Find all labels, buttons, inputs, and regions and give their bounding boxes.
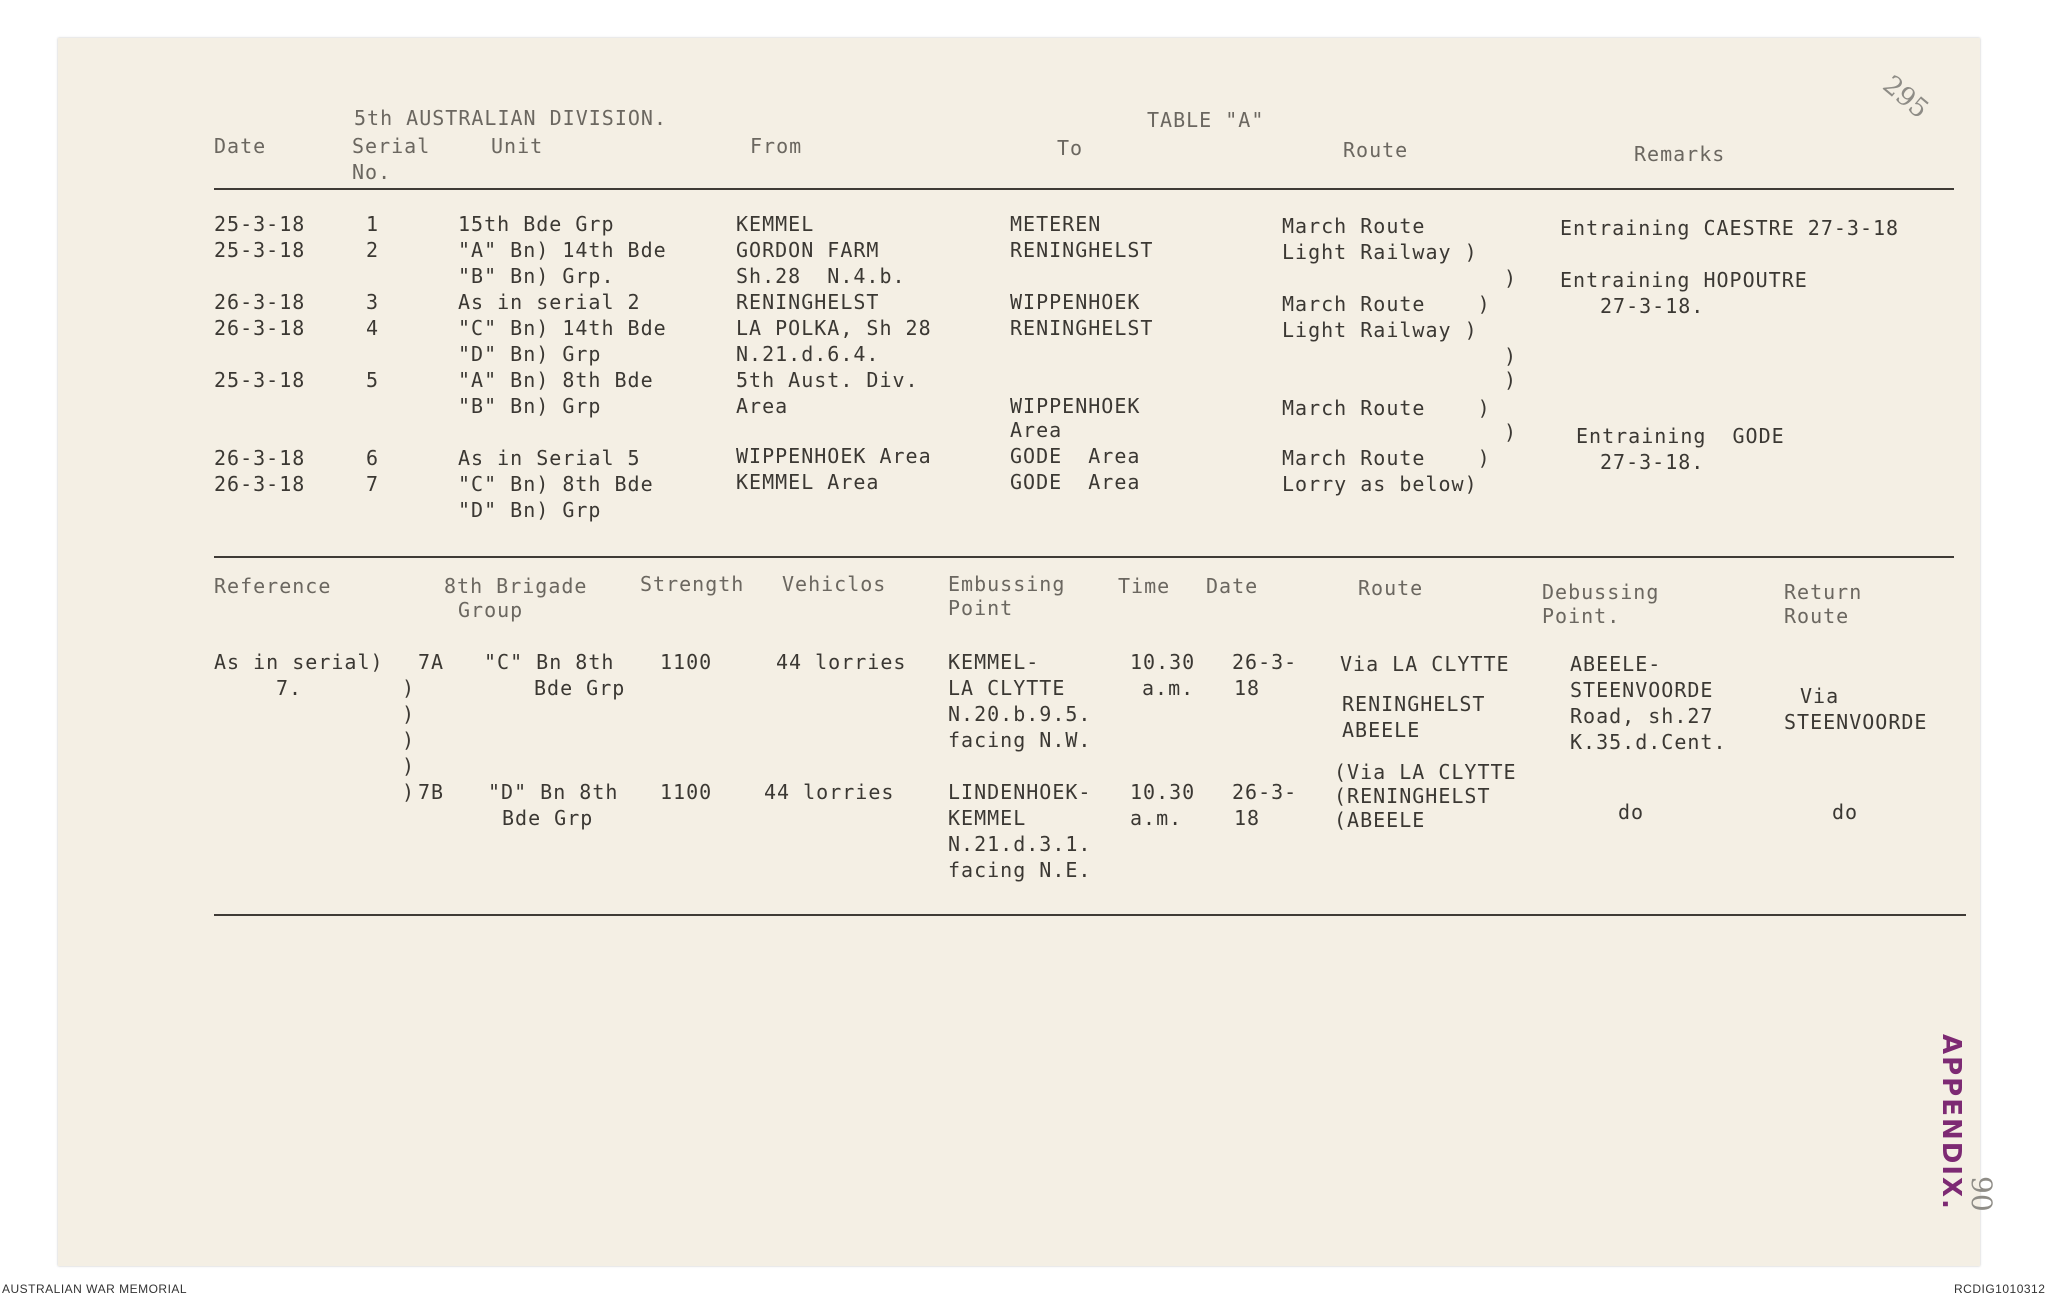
table-row-unit: As in Serial 5 (458, 446, 641, 470)
reference-text: As in serial) (214, 650, 384, 674)
table-row-to: WIPPENHOEK (1010, 290, 1141, 314)
table-row-route: RENINGHELST (1342, 692, 1486, 716)
header-rule (214, 188, 1954, 190)
bottom-rule (214, 914, 1966, 916)
table-row-strength: 1100 (660, 650, 713, 674)
table-row-return: do (1832, 800, 1859, 824)
table-row-from-line2: Area (736, 394, 789, 418)
table-row-return: Via (1800, 684, 1840, 708)
table-row-to: WIPPENHOEK (1010, 394, 1141, 418)
remark: 27-3-18. (1600, 450, 1705, 474)
reference-bracket: ) (402, 780, 416, 804)
table-row-time-line2: a.m. (1142, 676, 1195, 700)
table-row-route: (Via LA CLYTTE (1334, 760, 1517, 784)
appendix-number: 90 (1965, 1176, 1998, 1212)
table-row-return: STEENVOORDE (1784, 710, 1928, 734)
header-debussing-line2: Point. (1542, 604, 1621, 628)
header-debussing: Debussing (1542, 580, 1660, 604)
table-row-serial: 5 (366, 368, 380, 392)
table-row-route: (ABEELE (1334, 808, 1426, 832)
section-rule (214, 556, 1954, 558)
table-row-serial: 6 (366, 446, 380, 470)
table-row-route: ABEELE (1342, 718, 1421, 742)
table-row-serial: 1 (366, 212, 380, 236)
table-row-from: RENINGHELST (736, 290, 880, 314)
header-date: Date (214, 134, 267, 158)
table-row-strength: 1100 (660, 780, 713, 804)
table-row-time: 10.30 (1130, 780, 1196, 804)
table-row-route: Lorry as below) (1282, 472, 1478, 496)
table-row-embussing: LA CLYTTE (948, 676, 1066, 700)
table-label: TABLE "A" (1147, 108, 1265, 132)
header-remarks: Remarks (1634, 142, 1726, 166)
table-row-embussing: KEMMEL- (948, 650, 1040, 674)
table-row-to: METEREN (1010, 212, 1102, 236)
table-row-unit-line2: "D" Bn) Grp (458, 342, 602, 366)
table-row-vehicles: 44 lorries (776, 650, 907, 674)
reference-bracket: ) (402, 728, 416, 752)
header-route-b: Route (1358, 576, 1424, 600)
table-row-serial: 3 (366, 290, 380, 314)
table-row-embussing: facing N.W. (948, 728, 1092, 752)
remark: Entraining HOPOUTRE (1560, 268, 1808, 292)
route-bracket: ) (1504, 266, 1518, 290)
table-row-from: LA POLKA, Sh 28 (736, 316, 932, 340)
table-row-date: 25-3-18 (214, 368, 306, 392)
table-row-vehicles: 44 lorries (764, 780, 895, 804)
table-row-unit: "C" Bn) 8th Bde (458, 472, 654, 496)
header-time: Time (1118, 574, 1171, 598)
route-bracket: ) (1504, 368, 1518, 392)
table-row-to: GODE Area (1010, 470, 1141, 494)
header-return: Return (1784, 580, 1863, 604)
header-from: From (750, 134, 803, 158)
table-row-date-line2: 18 (1234, 806, 1261, 830)
header-group-line2: Group (458, 598, 524, 622)
table-row-embussing: N.21.d.3.1. (948, 832, 1092, 856)
header-serial-no: No. (352, 160, 392, 184)
header-strength: Strength (640, 572, 745, 596)
header-to: To (1057, 136, 1084, 160)
table-row-embussing: facing N.E. (948, 858, 1092, 882)
division-title: 5th AUSTRALIAN DIVISION. (354, 106, 667, 130)
header-serial: Serial (352, 134, 431, 158)
header-unit: Unit (491, 134, 544, 158)
table-row-embussing: LINDENHOEK- (948, 780, 1092, 804)
table-row-serial: 7A (418, 650, 445, 674)
table-row-unit: As in serial 2 (458, 290, 641, 314)
table-row-unit-line2: "D" Bn) Grp (458, 498, 602, 522)
table-row-date: 26-3- (1232, 780, 1298, 804)
header-embussing-line2: Point (948, 596, 1014, 620)
header-return-line2: Route (1784, 604, 1850, 628)
reference-bracket: ) (402, 676, 416, 700)
table-row-to-line2: Area (1010, 418, 1063, 442)
header-route: Route (1343, 138, 1409, 162)
table-row-debussing: K.35.d.Cent. (1570, 730, 1727, 754)
table-row-group: "C" Bn 8th (484, 650, 615, 674)
table-row-group-line2: Bde Grp (534, 676, 626, 700)
table-row-serial: 7 (366, 472, 380, 496)
table-row-debussing: ABEELE- (1570, 652, 1662, 676)
header-embussing: Embussing (948, 572, 1066, 596)
table-row-unit: "A" Bn) 14th Bde (458, 238, 667, 262)
table-row-from: KEMMEL (736, 212, 815, 236)
table-row-from: WIPPENHOEK Area (736, 444, 932, 468)
table-row-date: 25-3-18 (214, 238, 306, 262)
reference-bracket: ) (402, 754, 416, 778)
remark: Entraining GODE (1576, 424, 1785, 448)
table-row-to: GODE Area (1010, 444, 1141, 468)
table-row-route: March Route ) (1282, 292, 1491, 316)
table-row-route: March Route ) (1282, 396, 1491, 420)
header-date-b: Date (1206, 574, 1259, 598)
table-row-unit: "A" Bn) 8th Bde (458, 368, 654, 392)
table-row-group-line2: Bde Grp (502, 806, 594, 830)
remark: 27-3-18. (1600, 294, 1705, 318)
table-row-time-line2: a.m. (1130, 806, 1183, 830)
table-row-serial: 7B (418, 780, 445, 804)
table-row-serial: 2 (366, 238, 380, 262)
footer-identifier: RCDIG1010312 (1954, 1282, 2046, 1296)
table-row-route: Light Railway ) (1282, 240, 1478, 264)
table-row-from: KEMMEL Area (736, 470, 880, 494)
table-row-debussing: Road, sh.27 (1570, 704, 1714, 728)
table-row-unit: "C" Bn) 14th Bde (458, 316, 667, 340)
table-row-date: 25-3-18 (214, 212, 306, 236)
table-row-debussing: do (1618, 800, 1645, 824)
table-row-time: 10.30 (1130, 650, 1196, 674)
table-row-date: 26-3-18 (214, 446, 306, 470)
table-row-route: March Route ) (1282, 446, 1491, 470)
header-reference: Reference (214, 574, 332, 598)
table-row-unit-line2: "B" Bn) Grp. (458, 264, 615, 288)
reference-text: 7. (276, 676, 303, 700)
page-number: 295 (1876, 70, 1935, 125)
table-row-embussing: N.20.b.9.5. (948, 702, 1092, 726)
header-group: 8th Brigade (444, 574, 588, 598)
table-row-date: 26-3- (1232, 650, 1298, 674)
table-row-unit: 15th Bde Grp (458, 212, 615, 236)
table-row-to: RENINGHELST (1010, 238, 1154, 262)
table-row-from-line2: Sh.28 N.4.b. (736, 264, 906, 288)
table-row-from: GORDON FARM (736, 238, 880, 262)
table-row-serial: 4 (366, 316, 380, 340)
table-row-embussing: KEMMEL (948, 806, 1027, 830)
table-row-route: Light Railway ) (1282, 318, 1478, 342)
table-row-route: March Route (1282, 214, 1426, 238)
table-row-date-line2: 18 (1234, 676, 1261, 700)
table-row-date: 26-3-18 (214, 472, 306, 496)
appendix-stamp: APPENDIX. (1936, 1034, 1966, 1211)
table-row-date: 26-3-18 (214, 290, 306, 314)
table-row-unit-line2: "B" Bn) Grp (458, 394, 602, 418)
table-row-from-line2: N.21.d.6.4. (736, 342, 880, 366)
route-bracket: ) (1504, 420, 1518, 444)
footer-archive: AUSTRALIAN WAR MEMORIAL (2, 1282, 188, 1296)
table-row-group: "D" Bn 8th (488, 780, 619, 804)
table-row-from: 5th Aust. Div. (736, 368, 919, 392)
table-row-to: RENINGHELST (1010, 316, 1154, 340)
table-row-route: Via LA CLYTTE (1340, 652, 1510, 676)
route-bracket: ) (1504, 344, 1518, 368)
table-row-date: 26-3-18 (214, 316, 306, 340)
remark: Entraining CAESTRE 27-3-18 (1560, 216, 1900, 240)
reference-bracket: ) (402, 702, 416, 726)
table-row-route: (RENINGHELST (1334, 784, 1491, 808)
table-row-debussing: STEENVOORDE (1570, 678, 1714, 702)
header-vehicles: Vehiclos (782, 572, 887, 596)
